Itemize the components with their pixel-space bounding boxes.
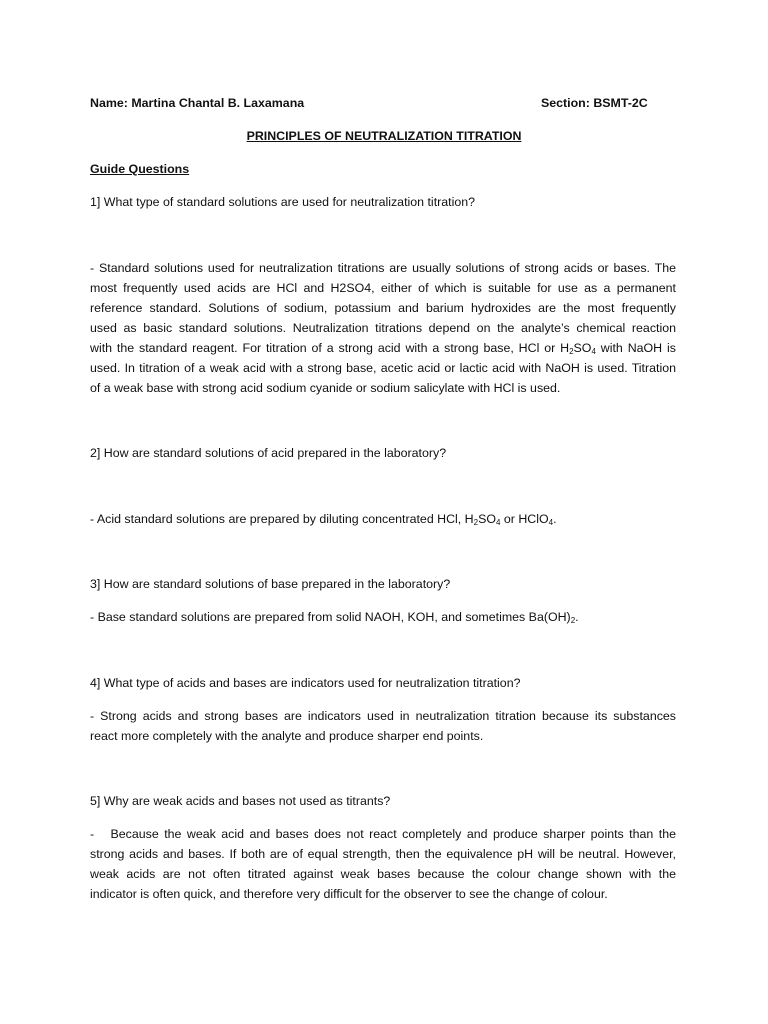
- name-label: Name:: [90, 96, 128, 110]
- answer-1-line-6: used. In titration of a weak acid with a strong base, acetic acid or lactic acid with NaOH is used. Titration: [90, 361, 676, 375]
- answer-1-line-2: most frequently used acids are HCl and H2SO4, either of which is suitable for use as a permanent: [90, 281, 676, 295]
- answer-1-line-1: - Standard solutions used for neutralization titrations are usually solutions of strong acids or bases. The: [90, 261, 676, 275]
- document-title: PRINCIPLES OF NEUTRALIZATION TITRATION: [246, 129, 522, 143]
- answer-2-end: .: [553, 512, 557, 526]
- answer-2-sub-2: 2: [473, 518, 479, 527]
- answer-5-line-2: strong acids and bases. If both are of equal strength, then the equivalence pH will be neutral. However,: [90, 847, 676, 861]
- answer-2-so: SO: [478, 512, 496, 526]
- section-label: Section:: [541, 96, 590, 110]
- answer-1-line-3: reference standard. Solutions of sodium, potassium and barium hydroxides are the most frequently: [90, 301, 676, 315]
- question-1: 1] What type of standard solutions are used for neutralization titration?: [90, 195, 476, 209]
- answer-5-line-4: indicator is often quick, and therefore very difficult for the observer to see the change of colour.: [90, 887, 608, 901]
- formula-sub-2: 2: [569, 347, 574, 356]
- question-2: 2] How are standard solutions of acid prepared in the laboratory?: [90, 446, 447, 460]
- formula-so: SO: [573, 341, 592, 355]
- answer-5: [90, 824, 676, 904]
- formula-h: H: [560, 341, 570, 355]
- answer-5-line-1: - Because the weak acid and bases does not react completely and produce sharper points than the: [90, 827, 676, 841]
- answer-5-line-3: weak acids are not often titrated against weak bases because the colour change shown with the: [90, 867, 676, 881]
- answer-2-sub-4b: 4: [548, 518, 554, 527]
- answer-4: [90, 706, 676, 746]
- answer-2-mid: or HClO: [500, 512, 549, 526]
- answer-3-end: .: [575, 610, 579, 624]
- section-field: [541, 93, 648, 113]
- section-value: BSMT-2C: [593, 96, 648, 110]
- answer-3: [90, 607, 579, 627]
- answer-2: [90, 509, 557, 529]
- answer-3-text: - Base standard solutions are prepared from solid NAOH, KOH, and sometimes Ba(OH): [90, 610, 571, 624]
- answer-1-line-5-text: with the standard reagent. For titration of a strong acid with a strong base, HCl or: [90, 341, 556, 355]
- answer-3-sub-2: 2: [570, 616, 576, 625]
- answer-1-line-7: of a weak base with strong acid sodium cyanide or sodium salicylate with HCl is used.: [90, 381, 561, 395]
- answer-1-line-5-tail: with NaOH is: [600, 341, 676, 355]
- answer-2-sub-4: 4: [496, 518, 501, 527]
- answer-1: [90, 258, 676, 398]
- question-4: 4] What type of acids and bases are indicators used for neutralization titration?: [90, 676, 521, 690]
- question-3: 3] How are standard solutions of base prepared in the laboratory?: [90, 577, 451, 591]
- h2so4-formula: [560, 341, 596, 355]
- answer-4-line-1: - Strong acids and strong bases are indicators used in neutralization titration because its substances: [90, 709, 676, 723]
- answer-1-line-5: [90, 338, 676, 358]
- name-field: [90, 93, 304, 113]
- name-value: Martina Chantal B. Laxamana: [131, 96, 305, 110]
- answer-4-line-2: react more completely with the analyte and produce sharper end points.: [90, 729, 484, 743]
- formula-sub-4: 4: [591, 347, 596, 356]
- answer-1-line-4: used as basic standard solutions. Neutralization titrations depend on the analyte’s chemical reaction: [90, 321, 676, 335]
- question-5: 5] Why are weak acids and bases not used as titrants?: [90, 794, 391, 808]
- answer-2-text: - Acid standard solutions are prepared by diluting concentrated HCl, H: [90, 512, 474, 526]
- guide-heading: Guide Questions: [90, 162, 190, 176]
